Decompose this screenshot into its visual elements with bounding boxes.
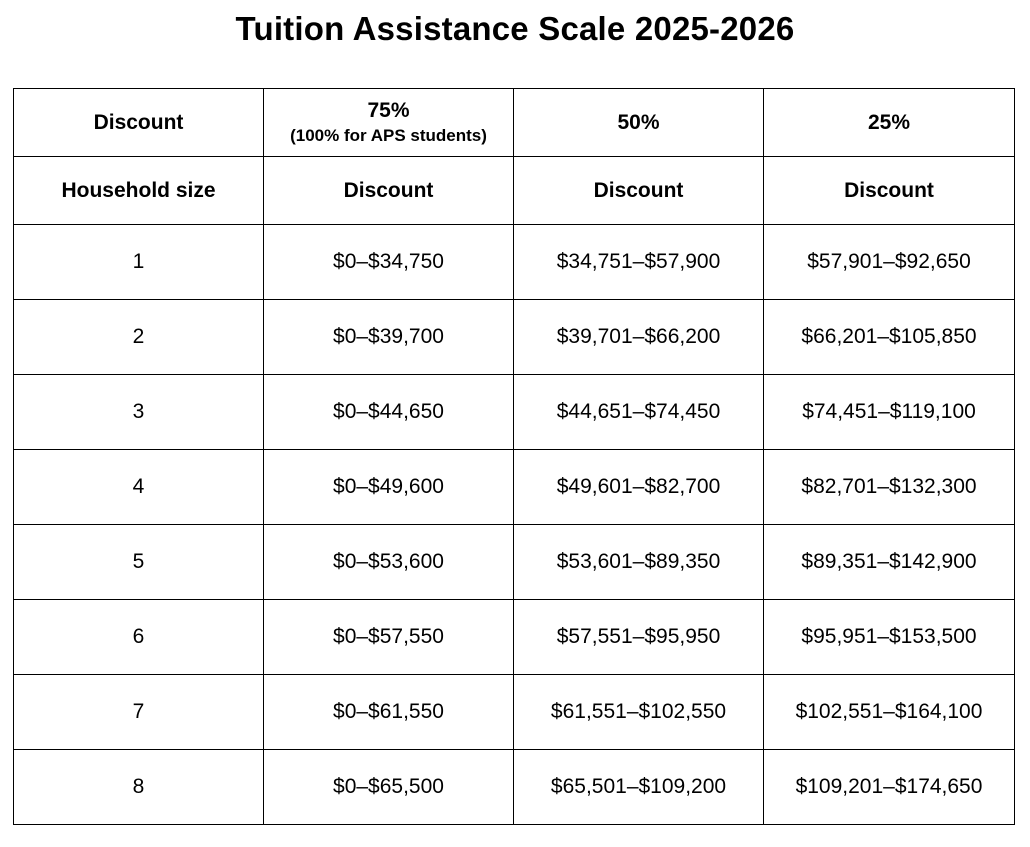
household-size-cell: 2 bbox=[14, 300, 264, 375]
tuition-scale-table bbox=[13, 88, 1015, 825]
header-cell-25: 25% bbox=[764, 89, 1015, 157]
range-25-cell: $82,701–$132,300 bbox=[764, 450, 1015, 525]
header-cell-75 bbox=[264, 89, 514, 157]
household-size-cell: 4 bbox=[14, 450, 264, 525]
range-25-cell: $57,901–$92,650 bbox=[764, 225, 1015, 300]
table-row bbox=[14, 750, 1015, 825]
range-75-cell: $0–$39,700 bbox=[264, 300, 514, 375]
range-25-cell: $109,201–$174,650 bbox=[764, 750, 1015, 825]
range-75-cell: $0–$53,600 bbox=[264, 525, 514, 600]
household-size-cell: 6 bbox=[14, 600, 264, 675]
range-75-cell: $0–$34,750 bbox=[264, 225, 514, 300]
range-25-cell: $74,451–$119,100 bbox=[764, 375, 1015, 450]
range-25-cell: $102,551–$164,100 bbox=[764, 675, 1015, 750]
header-row-household bbox=[14, 157, 1015, 225]
table-row bbox=[14, 525, 1015, 600]
range-25-cell: $66,201–$105,850 bbox=[764, 300, 1015, 375]
header-cell-discount-50: Discount bbox=[514, 157, 764, 225]
range-25-cell: $89,351–$142,900 bbox=[764, 525, 1015, 600]
range-75-cell: $0–$44,650 bbox=[264, 375, 514, 450]
range-75-cell: $0–$49,600 bbox=[264, 450, 514, 525]
range-50-cell: $57,551–$95,950 bbox=[514, 600, 764, 675]
range-50-cell: $34,751–$57,900 bbox=[514, 225, 764, 300]
table-row bbox=[14, 675, 1015, 750]
range-50-cell: $49,601–$82,700 bbox=[514, 450, 764, 525]
header-cell-discount-label: Discount bbox=[14, 89, 264, 157]
table-row bbox=[14, 300, 1015, 375]
household-size-cell: 3 bbox=[14, 375, 264, 450]
range-75-cell: $0–$61,550 bbox=[264, 675, 514, 750]
table-row bbox=[14, 600, 1015, 675]
household-size-cell: 7 bbox=[14, 675, 264, 750]
range-75-cell: $0–$57,550 bbox=[264, 600, 514, 675]
household-size-cell: 5 bbox=[14, 525, 264, 600]
table-row bbox=[14, 375, 1015, 450]
header-cell-discount-75: Discount bbox=[264, 157, 514, 225]
range-50-cell: $61,551–$102,550 bbox=[514, 675, 764, 750]
household-size-cell: 8 bbox=[14, 750, 264, 825]
range-50-cell: $39,701–$66,200 bbox=[514, 300, 764, 375]
page-title: Tuition Assistance Scale 2025-2026 bbox=[235, 10, 795, 47]
header-cell-50: 50% bbox=[514, 89, 764, 157]
header-cell-discount-25: Discount bbox=[764, 157, 1015, 225]
range-50-cell: $65,501–$109,200 bbox=[514, 750, 764, 825]
range-50-cell: $53,601–$89,350 bbox=[514, 525, 764, 600]
header-row-discount bbox=[14, 89, 1015, 157]
household-size-cell: 1 bbox=[14, 225, 264, 300]
header-75-note: (100% for APS students) bbox=[290, 126, 487, 145]
range-50-cell: $44,651–$74,450 bbox=[514, 375, 764, 450]
range-25-cell: $95,951–$153,500 bbox=[764, 600, 1015, 675]
table-row bbox=[14, 225, 1015, 300]
header-cell-household-size: Household size bbox=[14, 157, 264, 225]
range-75-cell: $0–$65,500 bbox=[264, 750, 514, 825]
header-75-label: 75% bbox=[367, 99, 410, 122]
table-row bbox=[14, 450, 1015, 525]
